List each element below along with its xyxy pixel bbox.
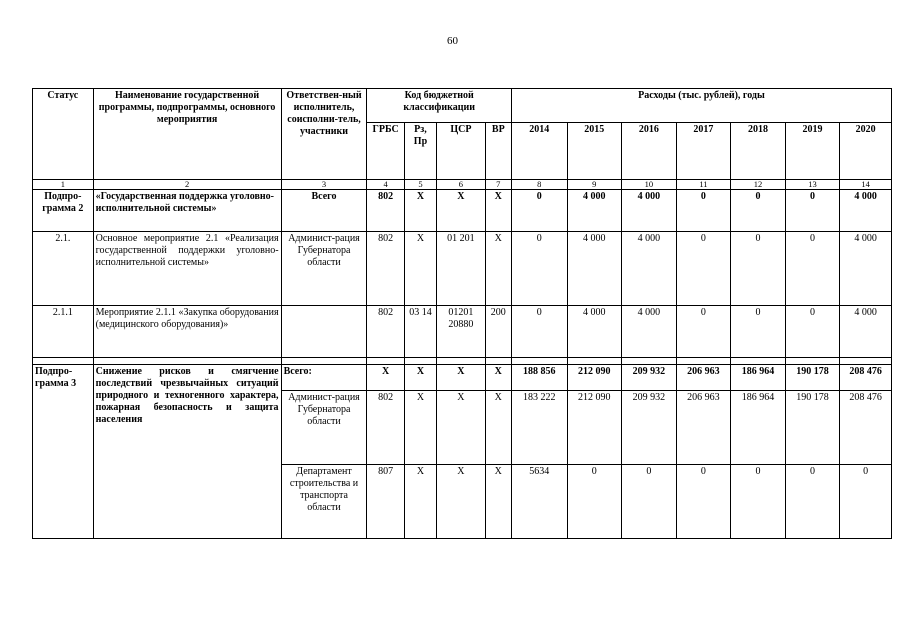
row-value: 0 xyxy=(785,306,840,358)
row-value: 0 xyxy=(731,465,786,539)
row-responsible: Департамент строительства и транспорта области xyxy=(281,465,367,539)
table-row-subprogram-3-total xyxy=(33,365,892,391)
column-number: 8 xyxy=(511,180,567,190)
column-number: 9 xyxy=(567,180,622,190)
row-vr: Х xyxy=(485,232,511,306)
row-vr: Х xyxy=(485,190,511,232)
table-row-2-1 xyxy=(33,232,892,306)
header-year: 2018 xyxy=(731,123,786,180)
row-value: 4 000 xyxy=(622,306,677,358)
row-value: 186 964 xyxy=(731,365,786,391)
header-name: Наименование государственной программы, подпрограммы, основного мероприятия xyxy=(93,89,281,180)
row-value: 4 000 xyxy=(567,306,622,358)
row-value: 190 178 xyxy=(785,391,840,465)
row-value: 206 963 xyxy=(676,365,731,391)
row-responsible: Админист-рация Губернатора области xyxy=(281,391,367,465)
column-number: 14 xyxy=(840,180,892,190)
header-row-1 xyxy=(33,89,892,123)
column-number: 5 xyxy=(404,180,436,190)
page-number: 60 xyxy=(447,35,458,47)
row-status: 2.1.1 xyxy=(33,306,94,358)
row-csr: Х xyxy=(437,190,486,232)
row-csr: Х xyxy=(437,365,486,391)
table-row-2-1-1 xyxy=(33,306,892,358)
header-expenses: Расходы (тыс. рублей), годы xyxy=(511,89,891,123)
row-value: 206 963 xyxy=(676,391,731,465)
row-value: 0 xyxy=(731,190,786,232)
column-number: 6 xyxy=(437,180,486,190)
column-number-row xyxy=(33,180,892,190)
row-vr: Х xyxy=(485,465,511,539)
row-rzpr: Х xyxy=(404,232,436,306)
row-value: 4 000 xyxy=(622,232,677,306)
row-value: 5634 xyxy=(511,465,567,539)
row-grbs: 802 xyxy=(367,190,404,232)
row-value: 188 856 xyxy=(511,365,567,391)
row-rzpr: Х xyxy=(404,391,436,465)
row-name: «Государственная поддержка уголовно-исполнительной системы» xyxy=(93,190,281,232)
column-number: 2 xyxy=(93,180,281,190)
row-value: 0 xyxy=(567,465,622,539)
row-value: 4 000 xyxy=(840,232,892,306)
row-value: 4 000 xyxy=(567,190,622,232)
row-grbs: 802 xyxy=(367,232,404,306)
row-csr: Х xyxy=(437,465,486,539)
row-rzpr: Х xyxy=(404,190,436,232)
row-rzpr: Х xyxy=(404,465,436,539)
row-status: Подпро-грамма 2 xyxy=(33,190,94,232)
row-value: 0 xyxy=(511,232,567,306)
row-value: 4 000 xyxy=(622,190,677,232)
column-number: 3 xyxy=(281,180,367,190)
row-value: 4 000 xyxy=(567,232,622,306)
row-name: Снижение рисков и смягчение последствий чрезвычайных ситуаций природного и техногенного характера, пожарная безопасность и защита населения xyxy=(93,365,281,539)
row-csr: 01201 20880 xyxy=(437,306,486,358)
section-gap-row xyxy=(33,358,892,365)
row-value: 0 xyxy=(785,465,840,539)
row-value: 208 476 xyxy=(840,365,892,391)
row-rzpr: 03 14 xyxy=(404,306,436,358)
row-responsible: Админист-рация Губернатора области xyxy=(281,232,367,306)
header-responsible: Ответствен-ный исполнитель, соисполни-тель, участники xyxy=(281,89,367,180)
header-year: 2019 xyxy=(785,123,840,180)
column-number: 12 xyxy=(731,180,786,190)
row-value: 212 090 xyxy=(567,365,622,391)
row-value: 183 222 xyxy=(511,391,567,465)
header-year: 2014 xyxy=(511,123,567,180)
row-value: 0 xyxy=(785,190,840,232)
column-number: 1 xyxy=(33,180,94,190)
row-grbs: 802 xyxy=(367,306,404,358)
row-value: 0 xyxy=(731,306,786,358)
row-value: 209 932 xyxy=(622,391,677,465)
row-grbs: 807 xyxy=(367,465,404,539)
header-year: 2017 xyxy=(676,123,731,180)
header-vr: ВР xyxy=(485,123,511,180)
row-value: 0 xyxy=(731,232,786,306)
row-responsible xyxy=(281,306,367,358)
row-responsible: Всего xyxy=(281,190,367,232)
table-row-subprogram-2 xyxy=(33,190,892,232)
header-year: 2016 xyxy=(622,123,677,180)
header-csr: ЦСР xyxy=(437,123,486,180)
row-value: 209 932 xyxy=(622,365,677,391)
row-value: 0 xyxy=(622,465,677,539)
header-year: 2015 xyxy=(567,123,622,180)
row-status: 2.1. xyxy=(33,232,94,306)
column-number: 10 xyxy=(622,180,677,190)
row-responsible: Всего: xyxy=(281,365,367,391)
row-vr: Х xyxy=(485,391,511,465)
row-vr: Х xyxy=(485,365,511,391)
header-status: Статус xyxy=(33,89,94,180)
row-value: 0 xyxy=(676,232,731,306)
row-name: Мероприятие 2.1.1 «Закупка оборудования (медицинского оборудования)» xyxy=(93,306,281,358)
budget-table xyxy=(32,88,892,539)
header-year: 2020 xyxy=(840,123,892,180)
row-grbs: Х xyxy=(367,365,404,391)
row-value: 4 000 xyxy=(840,306,892,358)
row-csr: 01 201 xyxy=(437,232,486,306)
row-value: 0 xyxy=(785,232,840,306)
row-value: 0 xyxy=(676,190,731,232)
row-value: 0 xyxy=(511,190,567,232)
row-value: 0 xyxy=(840,465,892,539)
row-value: 186 964 xyxy=(731,391,786,465)
header-budget-code: Код бюджетной классификации xyxy=(367,89,512,123)
row-name: Основное мероприятие 2.1 «Реализация государственной поддержки уголовно-исполнительной системы» xyxy=(93,232,281,306)
row-value: 0 xyxy=(676,306,731,358)
header-rzpr: Рз, Пр xyxy=(404,123,436,180)
row-vr: 200 xyxy=(485,306,511,358)
row-value: 0 xyxy=(676,465,731,539)
row-value: 212 090 xyxy=(567,391,622,465)
row-status: Подпро-грамма 3 xyxy=(33,365,94,539)
row-rzpr: Х xyxy=(404,365,436,391)
row-value: 0 xyxy=(511,306,567,358)
row-value: 208 476 xyxy=(840,391,892,465)
header-grbs: ГРБС xyxy=(367,123,404,180)
row-csr: Х xyxy=(437,391,486,465)
row-value: 4 000 xyxy=(840,190,892,232)
column-number: 7 xyxy=(485,180,511,190)
column-number: 11 xyxy=(676,180,731,190)
column-number: 4 xyxy=(367,180,404,190)
column-number: 13 xyxy=(785,180,840,190)
row-grbs: 802 xyxy=(367,391,404,465)
row-value: 190 178 xyxy=(785,365,840,391)
